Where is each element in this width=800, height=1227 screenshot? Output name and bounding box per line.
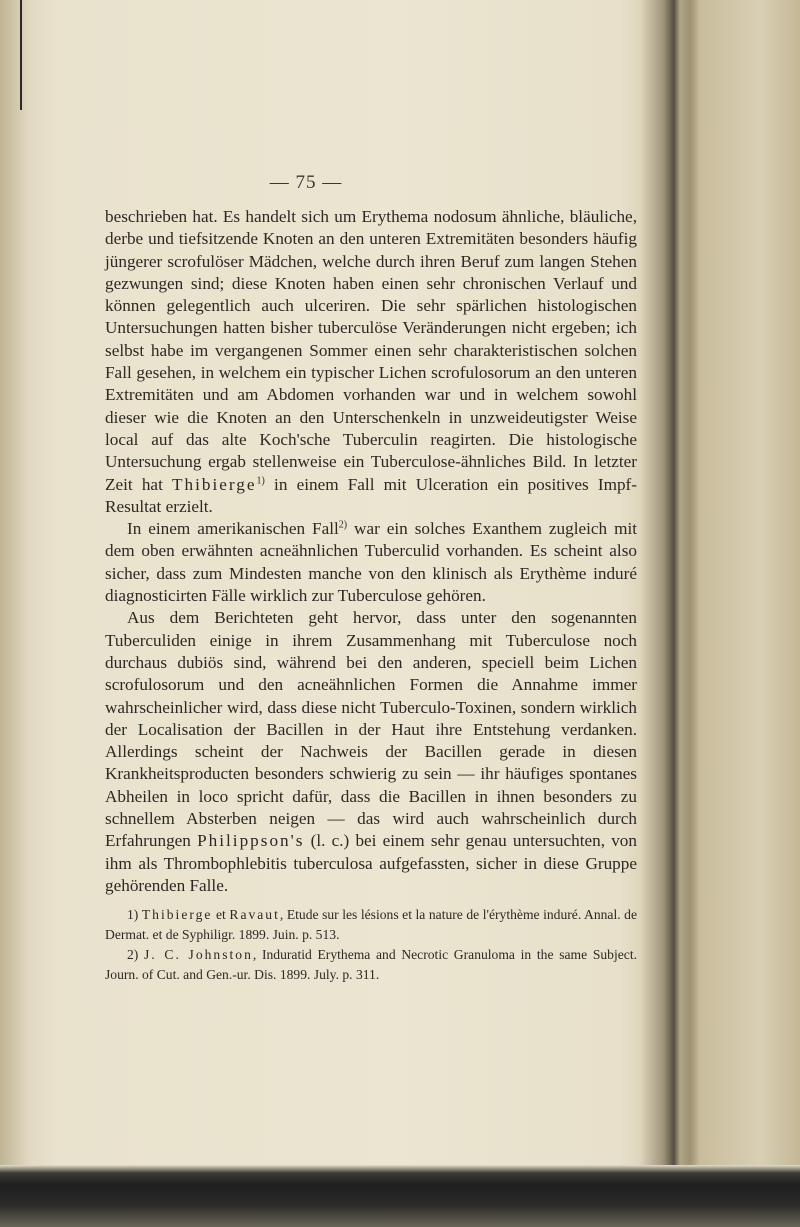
footnote-1: 1) Thibierge et Ravaut, Etude sur les lésions et la nature de l'érythème induré. Annal. de Dermat. et de Syphiligr. 1899. Juin. p. 513. <box>105 907 637 942</box>
footnote-author: Thibierge <box>141 907 213 922</box>
book-bottom-edge <box>0 1165 800 1227</box>
author-name: Philippson's <box>197 831 305 851</box>
footnote-ref: 2) <box>338 519 348 531</box>
footnote-coauthor: Ravaut <box>229 907 280 922</box>
paragraph-1: beschrieben hat. Es handelt sich um Erythema nodosum ähnliche, bläuliche, derbe und tiefsitzende Knoten an den unteren Extremitäten besonders häufig jüngerer scrofulöser Mädchen, welche durch ihren Beruf zum langen Stehen gezwungen sind; diese Knoten haben einen sehr chronischen Verlauf und können gelegentlich auch ulceriren. Die sehr spärlichen histologischen Untersuchungen hatten bisher tuberculöse Veränderungen nicht ergeben; ich selbst habe im vergangenen Sommer einen sehr charakteristischen solchen Fall gesehen, in welchem ein typischer Lichen scrofulosorum an den unteren Extremitäten und am Abdomen vorhanden war und in welchem sowohl dieser wie die Knoten an den Unterschenkeln in unzweideutigster Weise local auf das alte Koch'sche Tuberculin reagirten. Die histologische Untersuchung ergab stellenweise ein Tuberculose-ähnliches Bild. In letzter Zeit hat Thibierge$^{1)}$ in einem Fall mit Ulceration ein positives Impf-Resultat erzielt. <box>105 207 637 516</box>
footnote-2: 2) J. C. Johnston, Induratid Erythema and Necrotic Granuloma in the same Subject. Journ. of Cut. and Gen.-ur. Dis. 1899. July. p. 311. <box>105 947 637 982</box>
footnotes <box>105 905 637 985</box>
left-edge-mark <box>20 0 22 110</box>
footnote-author: J. C. Johnston <box>144 947 253 962</box>
paragraph-3: Aus dem Berichteten geht hervor, dass unter den sogenannten Tuberculiden einige in ihrem Zusammenhang mit Tuberculose noch durchaus dubiös sind, während bei den anderen, speciell beim Lichen scrofulosorum und den acneähnlichen Formen die Annahme immer wahrscheinlicher wird, dass diese nicht Tuberculo-Toxinen, sondern wirklich der Localisation der Bacillen in der Haut ihre Entstehung verdanken. Allerdings scheint der Nachweis der Bacillen gerade in diesen Krankheitsproducten besonders schwierig zu sein — ihr häufiges spontanes Abheilen in loco spricht dafür, dass die Bacillen in ihnen besonders zu schnellem Absterben neigen — das wird auch wahrscheinlich durch Erfahrungen Philippson's (l. c.) bei einem sehr genau untersuchten, von ihm als Thrombophlebitis tuberculosa aufgefassten, sicher in diese Gruppe gehörenden Falle. <box>105 608 637 895</box>
footnote-ref: 1) <box>256 474 265 486</box>
author-name: Thibierge <box>172 474 257 494</box>
body-text <box>105 206 637 897</box>
paragraph-2: In einem amerikanischen Fall$^{2)}$ war ein solches Exanthem zugleich mit dem oben erwähnten acneähnlichen Tuberculid vorhanden. Es scheint also sicher, dass zum Mindesten manche von den klinisch als Erythème induré diagnosticirten Fälle wirklich zur Tuberculose gehören. <box>105 519 637 606</box>
binding-shadow <box>640 0 680 1165</box>
page-number: — 75 — <box>269 172 343 193</box>
